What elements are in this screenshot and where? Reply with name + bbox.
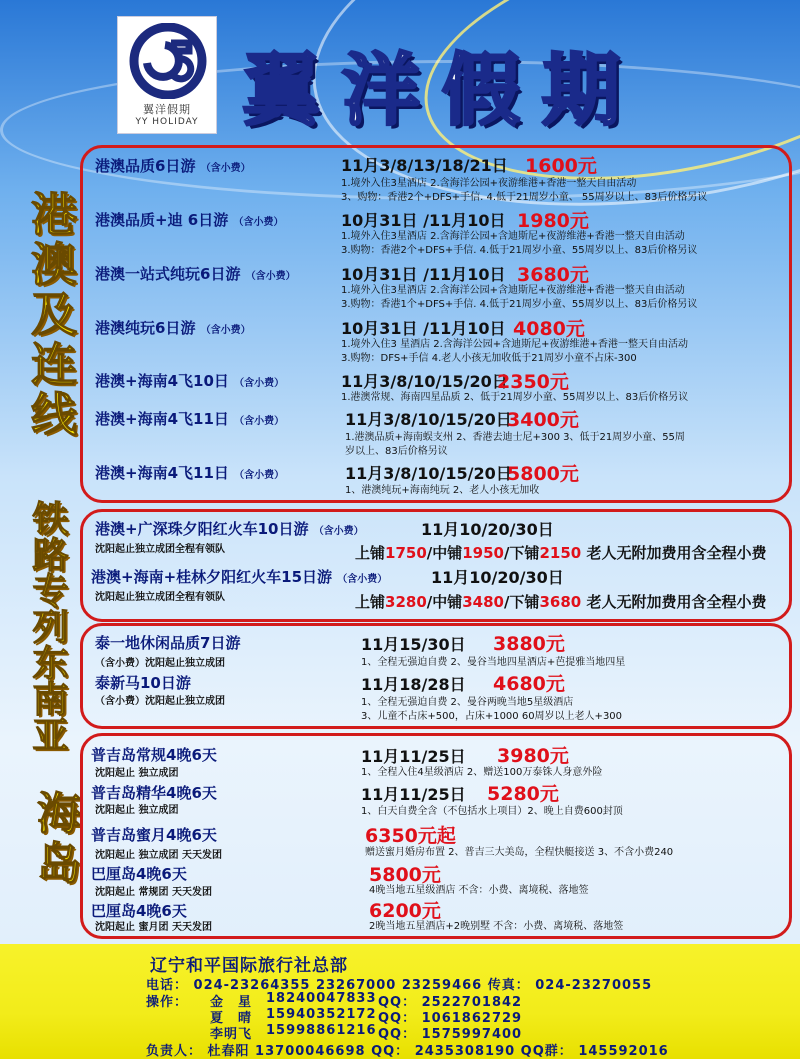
tour-name: 普吉岛精华4晚6天: [91, 784, 217, 802]
tour-dates: 11月3/8/10/15/20日: [341, 372, 508, 391]
tour-price: 6350元起: [365, 825, 456, 847]
tour-note: 1.境外入住3星酒店 2.含海洋公园+夜游维港+香港一整天自由活动: [341, 178, 637, 189]
yy-holiday-logo-icon: [125, 23, 211, 99]
operator-label: 操作：: [146, 995, 189, 1010]
section-rail-tours: [80, 509, 792, 622]
tour-dates: 11月3/8/10/15/20日: [345, 410, 512, 429]
logo: [117, 16, 217, 134]
section-hk-macau: [80, 145, 792, 503]
tour-subtitle: 沈阳起止 独立成团: [95, 768, 179, 779]
tour-price: 2350元: [497, 371, 569, 393]
tour-note: 1、白天自费全含（不包括水上项目）2、晚上自费600封顶: [361, 806, 623, 817]
tour-note: 3、购物：香港2个+DFS+手信. 4.低于21周岁小童、 55周岁以上、83后价格另议: [341, 192, 708, 203]
tour-dates: 10月31日 /11月10日: [341, 265, 506, 284]
tour-dates: 10月31日 /11月10日: [341, 319, 506, 338]
tour-note: 1.境外入住3星酒店 2.含海洋公园+含迪斯尼+夜游维港+香港一整天自由活动: [341, 231, 685, 242]
tour-note: 岁以上、83后价格另议: [345, 446, 448, 457]
tour-subtitle: 沈阳起止 独立成团: [95, 805, 179, 816]
operator-name: 夏 晴: [210, 1011, 253, 1026]
tour-name: 港澳+海南4飞11日 （含小费）: [95, 410, 285, 428]
tour-dates: 11月15/30日: [361, 635, 466, 654]
manager-line: 负责人： 杜春阳 13700046698 QQ： 2435308190 QQ群： 145592016: [146, 1044, 669, 1059]
tour-price: 3400元: [507, 409, 579, 431]
side-label-rail-sea: 铁路专列东南亚: [27, 500, 68, 752]
tour-name: 港澳纯玩6日游 （含小费）: [95, 319, 251, 337]
tour-name: 港澳品质6日游 （含小费）: [95, 157, 251, 175]
tour-note: 4晚当地五星级酒店 不含：小费、离境税、落地签: [369, 885, 589, 896]
tour-name: 巴厘岛4晚6天: [91, 902, 187, 920]
operator-phone: 18240047833: [266, 991, 377, 1006]
side-label-islands: 海岛: [29, 790, 80, 890]
tour-dates: 11月11/25日: [361, 785, 466, 804]
operator-qq: QQ： 2522701842: [378, 995, 523, 1010]
tour-note: 2晚当地五星酒店+2晚别墅 不含：小费、离境税、落地签: [369, 921, 624, 932]
tour-note: 3.购物：DFS+手信 4.老人小孩无加收低于21周岁小童不占床-300: [341, 353, 637, 364]
tour-name: 港澳+海南4飞10日 （含小费）: [95, 372, 285, 390]
tour-price: 3980元: [497, 745, 569, 767]
logo-chinese-text: 翼洋假期: [143, 103, 191, 116]
phone-fax-line: 电话： 024-23264355 23267000 23259466 传真： 024-23270055: [146, 978, 653, 993]
tour-note: 1.港澳常规、海南四星品质 2、低于21周岁小童、55周岁以上、83后价格另议: [341, 392, 689, 403]
tour-price: 5800元: [369, 864, 441, 886]
agency-name: 辽宁和平国际旅行社总部: [150, 956, 348, 976]
section-islands: [80, 733, 792, 939]
tour-fare: 上铺1750/中铺1950/下铺2150 老人无附加费用含全程小费: [355, 544, 767, 562]
operator-phone: 15998861216: [266, 1023, 377, 1038]
tour-subtitle: 沈阳起止 常规团 天天发团: [95, 887, 212, 898]
tour-name: 巴厘岛4晚6天: [91, 865, 187, 883]
tour-price: 5800元: [507, 463, 579, 485]
side-label-hk-macau: 港澳及连线: [24, 190, 78, 440]
tour-dates: 11月3/8/13/18/21日: [341, 156, 508, 175]
tour-fare: 上铺3280/中铺3480/下铺3680 老人无附加费用含全程小费: [355, 593, 767, 611]
tour-price: 6200元: [369, 900, 441, 922]
tour-name: 港澳一站式纯玩6日游 （含小费）: [95, 265, 296, 283]
tour-subtitle: （含小费）沈阳起止独立成团: [95, 658, 225, 669]
brand-title: 翼洋假期: [242, 46, 643, 136]
tour-note: 3、儿童不占床+500，占床+1000 60周岁以上老人+300: [361, 711, 623, 722]
tour-note: 1、全程入住4星级酒店 2、赠送100万泰铢人身意外险: [361, 767, 603, 778]
tour-name: 普吉岛蜜月4晚6天: [91, 826, 217, 844]
operator-phone: 15940352172: [266, 1007, 377, 1022]
tour-subtitle: 沈阳起止 蜜月团 天天发团: [95, 922, 212, 933]
tour-dates: 11月10/20/30日: [421, 520, 554, 539]
tour-note: 1、全程无强迫自费 2、曼谷当地四星酒店+芭提雅当地四星: [361, 657, 626, 668]
tour-subtitle: 沈阳起止独立成团全程有领队: [95, 544, 225, 555]
tour-dates: 11月3/8/10/15/20日: [345, 464, 512, 483]
tour-name: 泰新马10日游: [95, 674, 191, 692]
tour-price: 3680元: [517, 264, 589, 286]
tour-note: 1.境外入住3星酒店 2.含海洋公园+含迪斯尼+夜游维港+香港一整天自由活动: [341, 285, 685, 296]
tour-note: 1.境外入住3 星酒店 2.含海洋公园+含迪斯尼+夜游维港+香港一整天自由活动: [341, 339, 688, 350]
tour-dates: 11月11/25日: [361, 747, 466, 766]
tour-name: 港澳+海南+桂林夕阳红火车15日游 （含小费）: [91, 568, 388, 586]
tour-note: 3.购物：香港2个+DFS+手信. 4.低于21周岁小童、55周岁以上、83后价格另议: [341, 245, 698, 256]
tour-subtitle: （含小费）沈阳起止独立成团: [95, 696, 225, 707]
logo-english-text: YY HOLIDAY: [135, 117, 199, 127]
tour-note: 赠送蜜月婚房布置 2、普吉三大美岛，全程快艇接送 3、不含小费240: [365, 847, 674, 858]
tour-note: 3.购物：香港1个+DFS+手信. 4.低于21周岁小童、55周岁以上、83后价格另议: [341, 299, 698, 310]
tour-price: 4680元: [493, 673, 565, 695]
section-southeast-asia: [80, 623, 792, 729]
tour-note: 1、全程无强迫自费 2、曼谷两晚当地5星级酒店: [361, 697, 574, 708]
tour-price: 5280元: [487, 783, 559, 805]
tour-name: 港澳+海南4飞11日 （含小费）: [95, 464, 285, 482]
tour-price: 3880元: [493, 633, 565, 655]
tour-name: 普吉岛常规4晚6天: [91, 746, 217, 764]
operator-name: 金 星: [210, 995, 253, 1010]
tour-name: 泰一地休闲品质7日游: [95, 634, 241, 652]
tour-note: 1、港澳纯玩+海南纯玩 2、老人小孩无加收: [345, 485, 540, 496]
operator-name: 李明飞: [210, 1027, 253, 1042]
tour-price: 4080元: [513, 318, 585, 340]
tour-dates: 11月10/20/30日: [431, 568, 564, 587]
tour-price: 1600元: [525, 155, 597, 177]
operator-qq: QQ： 1575997400: [378, 1027, 523, 1042]
operator-qq: QQ： 1061862729: [378, 1011, 523, 1026]
tour-price: 1980元: [517, 210, 589, 232]
tour-note: 1.港澳品质+海南蜈支州 2、香港去迪士尼+300 3、低于21周岁小童、55周: [345, 432, 685, 443]
tour-dates: 11月18/28日: [361, 675, 466, 694]
tour-subtitle: 沈阳起止 独立成团 天天发团: [95, 850, 222, 861]
tour-subtitle: 沈阳起止独立成团全程有领队: [95, 592, 225, 603]
footer-contact: [0, 944, 800, 1059]
tour-dates: 10月31日 /11月10日: [341, 211, 506, 230]
tour-name: 港澳品质+迪 6日游 （含小费）: [95, 211, 284, 229]
tour-name: 港澳+广深珠夕阳红火车10日游 （含小费）: [95, 520, 364, 538]
